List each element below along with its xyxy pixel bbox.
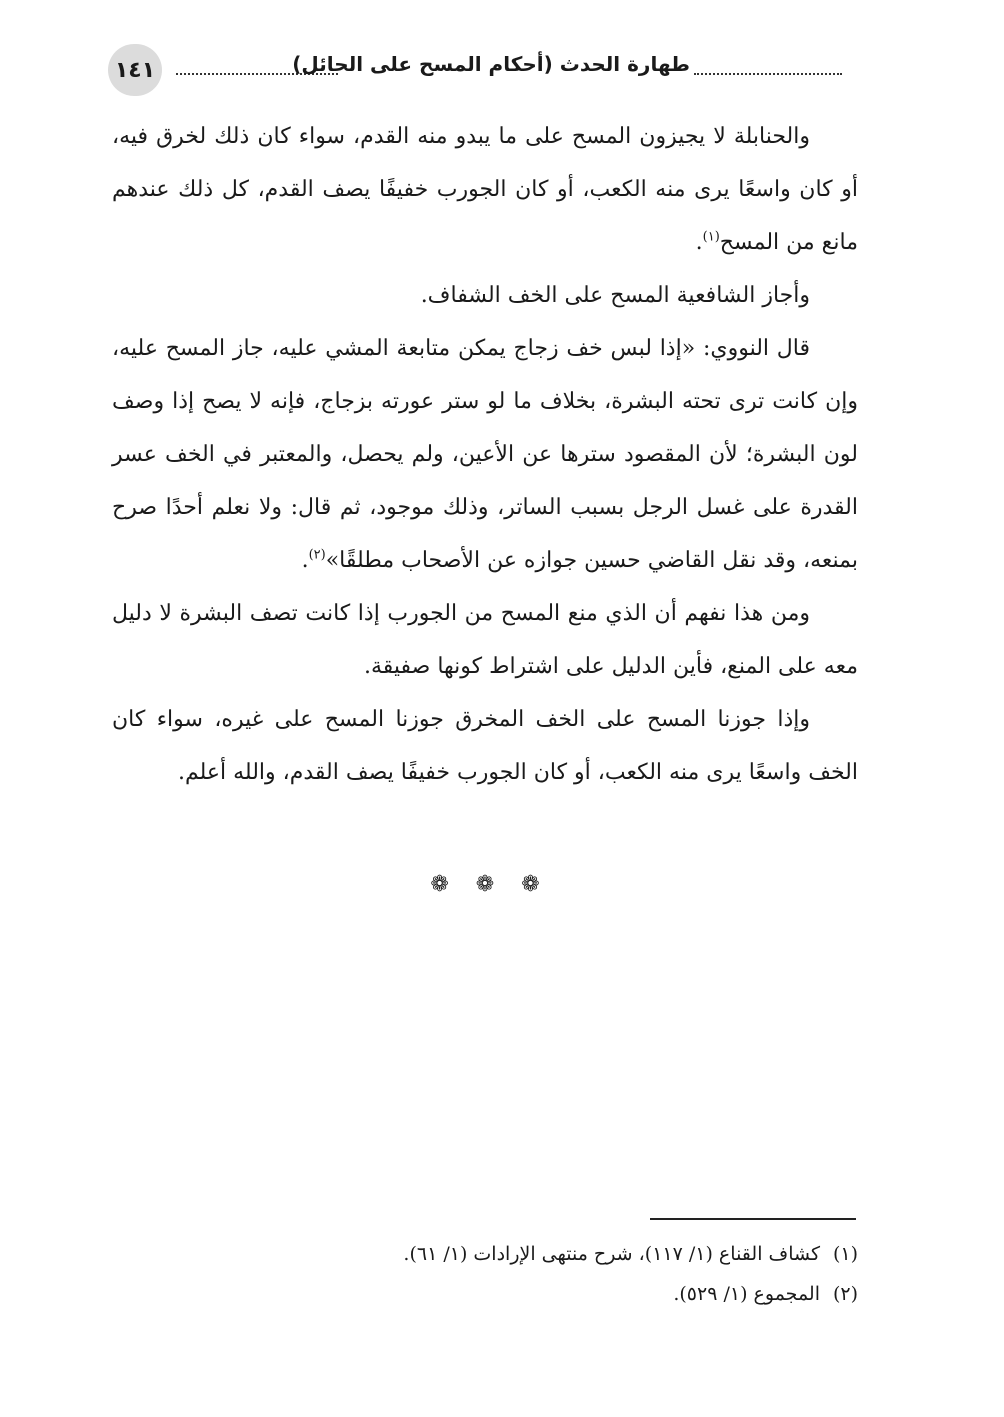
- footnote-ref-2[interactable]: (٢): [308, 547, 326, 563]
- footnote-2-text: المجموع (١/ ٥٢٩).: [673, 1283, 820, 1305]
- page-number-badge: [108, 44, 162, 96]
- paragraph-4: ومن هذا نفهم أن الذي منع المسح من الجورب إذا كانت تصف البشرة لا دليل معه على المنع، فأين الدليل على اشتراط كونها صفيقة.: [112, 601, 858, 679]
- running-title: طهارة الحدث (أحكام المسح على الحائل): [292, 52, 690, 76]
- body-text: [112, 110, 858, 799]
- footnote-1-number: (١): [832, 1243, 858, 1265]
- page-number: ١٤١: [114, 57, 156, 83]
- footnote-divider: [650, 1218, 856, 1220]
- paragraph-1: [112, 110, 858, 269]
- footnote-ref-1[interactable]: (١): [702, 229, 720, 245]
- paragraph-2: وأجاز الشافعية المسح على الخف الشفاف.: [420, 283, 810, 308]
- paragraph-5: وإذا جوزنا المسح على الخف المخرق جوزنا المسح على غيره، سواء كان الخف واسعًا يرى منه الكعب، أو كان الجورب خفيفًا يصف القدم، والله أعلم.: [112, 707, 858, 785]
- paragraph-3: [112, 322, 858, 587]
- section-separator-ornament: ❁ ❁ ❁: [430, 872, 550, 897]
- header-dotted-leader-right: [694, 57, 842, 75]
- footnote-2-number: (٢): [832, 1283, 858, 1305]
- footnote-2: [112, 1274, 858, 1314]
- paragraph-3-text: قال النووي: «إذا لبس خف زجاج يمكن متابعة المشي عليه، جاز المسح عليه، وإن كانت ترى تحته البشرة، بخلاف ما لو ستر عورته بزجاج، فإنه لا يصح إذا وصف لون البشرة؛ لأن المقصود سترها عن الأعين، ولم يحصل، والمعتبر في الخف عسر القدرة على غسل الرجل بسبب الساتر، وذلك موجود، ثم قال: ولا نعلم أحدًا صرح بمنعه، وقد نقل القاضي حسين جوازه عن الأصحاب مطلقًا»: [112, 336, 858, 573]
- footnote-1-text: كشاف القناع (١/ ١١٧)، شرح منتهى الإرادات (١/ ٦١).: [403, 1243, 820, 1265]
- paragraph-1-text: والحنابلة لا يجيزون المسح على ما يبدو منه القدم، سواء كان ذلك لخرق فيه، أو كان واسعًا يرى منه الكعب، أو كان الجورب خفيفًا يصف القدم، كل ذلك عندهم مانع من المسح: [112, 124, 858, 255]
- paragraph-3-end: .: [301, 548, 309, 573]
- footnote-1: [112, 1234, 858, 1274]
- paragraph-1-end: .: [695, 230, 703, 255]
- footnotes: [112, 1234, 858, 1314]
